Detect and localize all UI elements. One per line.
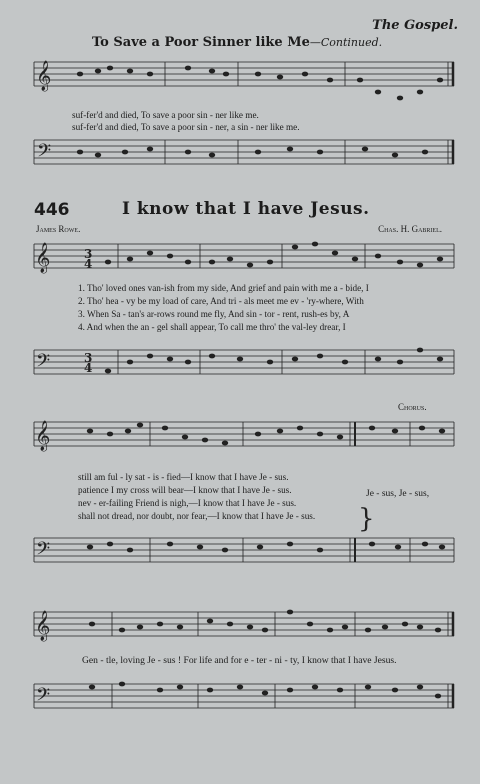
continued-lyric-line-1: suf-fer'd and died, To save a poor sin - ner like me. <box>72 110 259 120</box>
svg-text:4: 4 <box>84 361 93 375</box>
continued-hymn-title-text: To Save a Poor Sinner like Me <box>92 35 310 50</box>
chorus-lyric-line: Je - sus, Je - sus, <box>366 489 430 499</box>
verse-line-1: 1. Tho' loved ones van-ish from my side, And grief and pain with me a - bide, I <box>78 283 369 293</box>
svg-text:𝄢: 𝄢 <box>36 685 51 710</box>
svg-text:𝄢: 𝄢 <box>36 539 51 564</box>
hymn-title: I know that I have Jesus. <box>122 199 370 219</box>
svg-text:3: 3 <box>84 351 93 365</box>
continued-lyric-line-2: suf-fer'd and died, To save a poor sin - ner, a sin - ner like me. <box>72 122 300 132</box>
svg-text:𝄞: 𝄞 <box>35 421 51 451</box>
verse-line-2: 2. Tho' hea - vy be my load of care, And tri - als meet me ev - 'ry-where, With <box>78 296 364 306</box>
svg-text:3: 3 <box>84 247 93 261</box>
verse2-line-4: shall not dread, nor doubt, nor fear,—I know that I have Je - sus. <box>78 511 316 521</box>
verse-line-3: 3. When Sa - tan's ar-rows round me fly, And sin - tor - rent, rush-es by, A <box>78 309 350 319</box>
svg-text:𝄞: 𝄞 <box>35 611 51 641</box>
refrain-line: Gen - tle, loving Je - sus ! For life and for e - ter - ni - ty, I know that I have Jesus. <box>82 655 397 666</box>
verse2-line-1: still am ful - ly sat - is - fied—I know that I have Je - sus. <box>78 472 289 482</box>
music-credit: Chas. H. Gabriel. <box>378 224 442 234</box>
svg-text:4: 4 <box>84 257 93 271</box>
svg-text:𝄢: 𝄢 <box>36 351 51 376</box>
hymn-number: 446 <box>34 200 70 220</box>
chorus-label: Chorus. <box>398 402 427 412</box>
section-header: The Gospel. <box>372 18 458 33</box>
words-credit: James Rowe. <box>36 224 81 234</box>
verse2-line-2: patience I my cross will bear—I know that I have Je - sus. <box>78 485 292 495</box>
treble-clef-icon: 𝄞 <box>36 61 52 91</box>
verse-line-4: 4. And when the an - gel shall appear, To call me thro' the val-ley drear, I <box>78 322 346 332</box>
svg-text:𝄞: 𝄞 <box>35 243 51 273</box>
continued-label: —Continued. <box>309 36 383 49</box>
brace-icon: } <box>358 504 375 534</box>
bass-clef-icon: 𝄢 <box>37 141 52 166</box>
verse2-line-3: nev - er-failing Friend is nigh,—I know that I have Je - sus. <box>78 498 297 508</box>
